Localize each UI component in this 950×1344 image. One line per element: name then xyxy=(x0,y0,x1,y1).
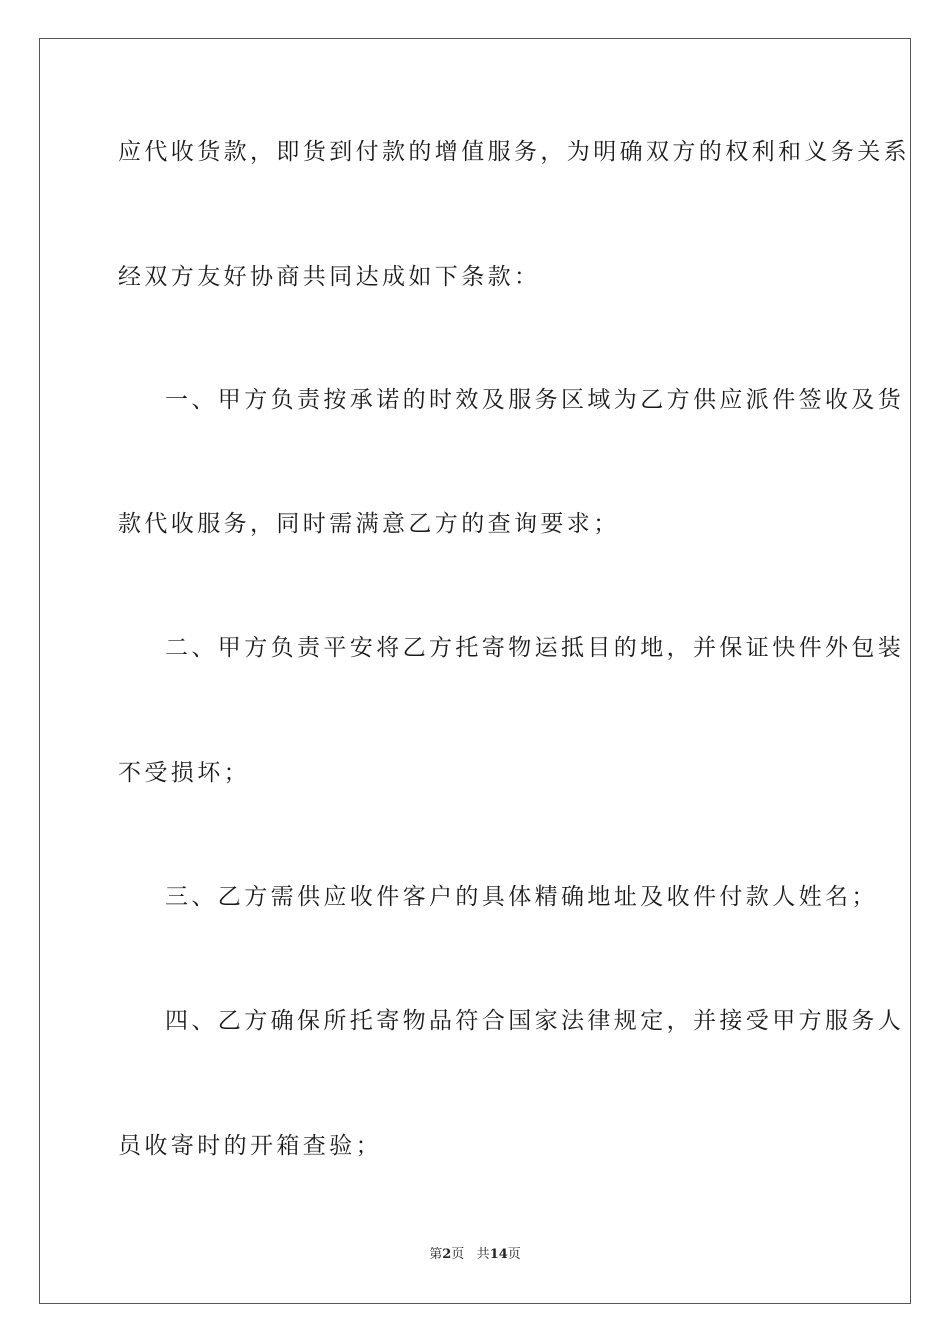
clause-2-line: 二、甲方负责平安将乙方托寄物运抵目的地，并保证快件外包装 xyxy=(165,635,905,661)
clause-1-continuation: 款代收服务，同时需满意乙方的查询要求； xyxy=(118,511,620,537)
total-suffix: 页 xyxy=(507,1247,521,1262)
page-suffix: 页 xyxy=(451,1247,465,1262)
clause-4-continuation: 员收寄时的开箱查验； xyxy=(118,1133,382,1159)
clause-1-line: 一、甲方负责按承诺的时效及服务区域为乙方供应派件签收及货 xyxy=(165,387,905,413)
page-prefix: 第 xyxy=(429,1247,443,1262)
page-total: 14 xyxy=(489,1247,508,1262)
clause-4-line: 四、乙方确保所托寄物品符合国家法律规定，并接受甲方服务人 xyxy=(165,1008,905,1034)
page-footer xyxy=(0,1246,950,1264)
clause-2-continuation: 不受损坏； xyxy=(118,760,250,786)
body-text-line: 应代收货款，即货到付款的增值服务，为明确双方的权利和义务关系 xyxy=(118,139,910,165)
page-border xyxy=(39,38,911,1304)
body-text-line: 经双方友好协商共同达成如下条款： xyxy=(118,264,541,290)
total-prefix: 共 xyxy=(476,1247,490,1262)
clause-3-line: 三、乙方需供应收件客户的具体精确地址及收件付款人姓名； xyxy=(165,884,878,910)
page-current: 2 xyxy=(442,1247,452,1262)
